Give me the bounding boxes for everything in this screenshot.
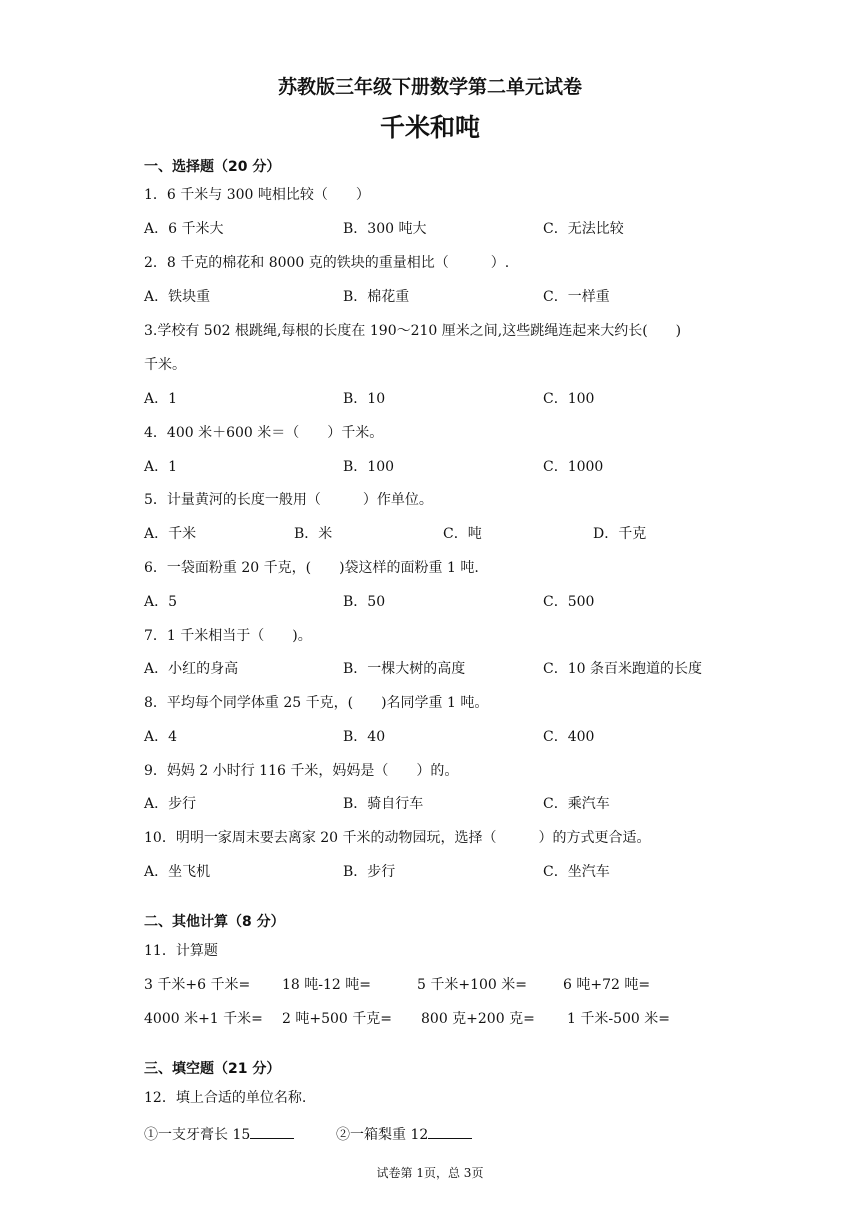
answer-blank[interactable] bbox=[250, 1124, 294, 1139]
q9-option-a: A．步行 bbox=[144, 796, 197, 812]
fill-item-2 bbox=[336, 1124, 472, 1144]
calc-item: 18 吨-12 吨= bbox=[282, 977, 371, 993]
q6-option-a: A．5 bbox=[144, 594, 178, 610]
q3-option-c: C．100 bbox=[543, 391, 595, 407]
question-3-continued: 千米。 bbox=[144, 357, 186, 373]
question-8: 8．平均每个同学体重 25 千克，( )名同学重 1 吨。 bbox=[144, 695, 489, 711]
q4-option-b: B．100 bbox=[343, 459, 395, 475]
fill-item-1 bbox=[144, 1124, 294, 1144]
calc-item: 1 千米-500 米= bbox=[567, 1011, 670, 1027]
calc-item: 3 千米+6 千米= bbox=[144, 977, 251, 993]
q5-option-b: B．米 bbox=[294, 526, 333, 542]
q1-option-c: C．无法比较 bbox=[543, 221, 624, 237]
q5-option-a: A．千米 bbox=[144, 526, 197, 542]
q7-option-c: C．10 条百米跑道的长度 bbox=[543, 661, 702, 677]
q9-option-c: C．乘汽车 bbox=[543, 796, 610, 812]
q2-option-a: A．铁块重 bbox=[144, 289, 211, 305]
q5-option-d: D．千克 bbox=[593, 526, 647, 542]
question-4: 4．400 米＋600 米＝（ ）千米。 bbox=[144, 425, 384, 441]
calc-item: 5 千米+100 米= bbox=[417, 977, 527, 993]
q4-option-a: A．1 bbox=[144, 459, 178, 475]
q7-option-a: A．小红的身高 bbox=[144, 661, 239, 677]
q10-option-b: B．步行 bbox=[343, 864, 396, 880]
question-3: 3.学校有 502 根跳绳,每根的长度在 190～210 厘米之间,这些跳绳连起来大约长( ) bbox=[144, 323, 682, 339]
q1-option-a: A．6 千米大 bbox=[144, 221, 224, 237]
section-heading-calculation: 二、其他计算（8 分） bbox=[144, 914, 285, 930]
calc-item: 2 吨+500 千克= bbox=[282, 1011, 392, 1027]
question-9: 9．妈妈 2 小时行 116 千米，妈妈是（ ）的。 bbox=[144, 763, 459, 779]
q8-option-c: C．400 bbox=[543, 729, 595, 745]
q8-option-a: A．4 bbox=[144, 729, 178, 745]
fill-item-1-text: ①一支牙膏长 15 bbox=[144, 1127, 251, 1143]
answer-blank[interactable] bbox=[428, 1124, 472, 1139]
q2-option-c: C．一样重 bbox=[543, 289, 610, 305]
q6-option-c: C．500 bbox=[543, 594, 595, 610]
section-heading-choice: 一、选择题（20 分） bbox=[144, 159, 281, 175]
question-6: 6．一袋面粉重 20 千克，( )袋这样的面粉重 1 吨. bbox=[144, 560, 479, 576]
calc-item: 800 克+200 克= bbox=[421, 1011, 535, 1027]
q2-option-b: B．棉花重 bbox=[343, 289, 410, 305]
question-10: 10．明明一家周末要去离家 20 千米的动物园玩，选择（ ）的方式更合适。 bbox=[144, 830, 651, 846]
section-heading-fill-in: 三、填空题（21 分） bbox=[144, 1061, 281, 1077]
q7-option-b: B．一棵大树的高度 bbox=[343, 661, 466, 677]
fill-item-2-text: ②一箱梨重 12 bbox=[336, 1127, 429, 1143]
question-2: 2．8 千克的棉花和 8000 克的铁块的重量相比（ ）. bbox=[144, 255, 510, 271]
question-5: 5．计量黄河的长度一般用（ ）作单位。 bbox=[144, 492, 433, 508]
q9-option-b: B．骑自行车 bbox=[343, 796, 424, 812]
q5-option-c: C．吨 bbox=[443, 526, 482, 542]
calc-item: 4000 米+1 千米= bbox=[144, 1011, 263, 1027]
question-12: 12．填上合适的单位名称. bbox=[144, 1090, 307, 1106]
q4-option-c: C．1000 bbox=[543, 459, 604, 475]
question-11: 11．计算题 bbox=[144, 943, 218, 959]
q10-option-a: A．坐飞机 bbox=[144, 864, 211, 880]
exam-title: 苏教版三年级下册数学第二单元试卷 bbox=[277, 76, 582, 98]
q1-option-b: B．300 吨大 bbox=[343, 221, 427, 237]
q3-option-b: B．10 bbox=[343, 391, 386, 407]
q6-option-b: B．50 bbox=[343, 594, 386, 610]
q3-option-a: A．1 bbox=[144, 391, 178, 407]
question-1: 1．6 千米与 300 吨相比较（ ） bbox=[144, 187, 370, 203]
calc-item: 6 吨+72 吨= bbox=[563, 977, 651, 993]
unit-title: 千米和吨 bbox=[379, 113, 480, 142]
q8-option-b: B．40 bbox=[343, 729, 386, 745]
q10-option-c: C．坐汽车 bbox=[543, 864, 610, 880]
page-footer: 试卷第 1页，总 3页 bbox=[376, 1166, 484, 1180]
question-7: 7．1 千米相当于（ )。 bbox=[144, 628, 312, 644]
